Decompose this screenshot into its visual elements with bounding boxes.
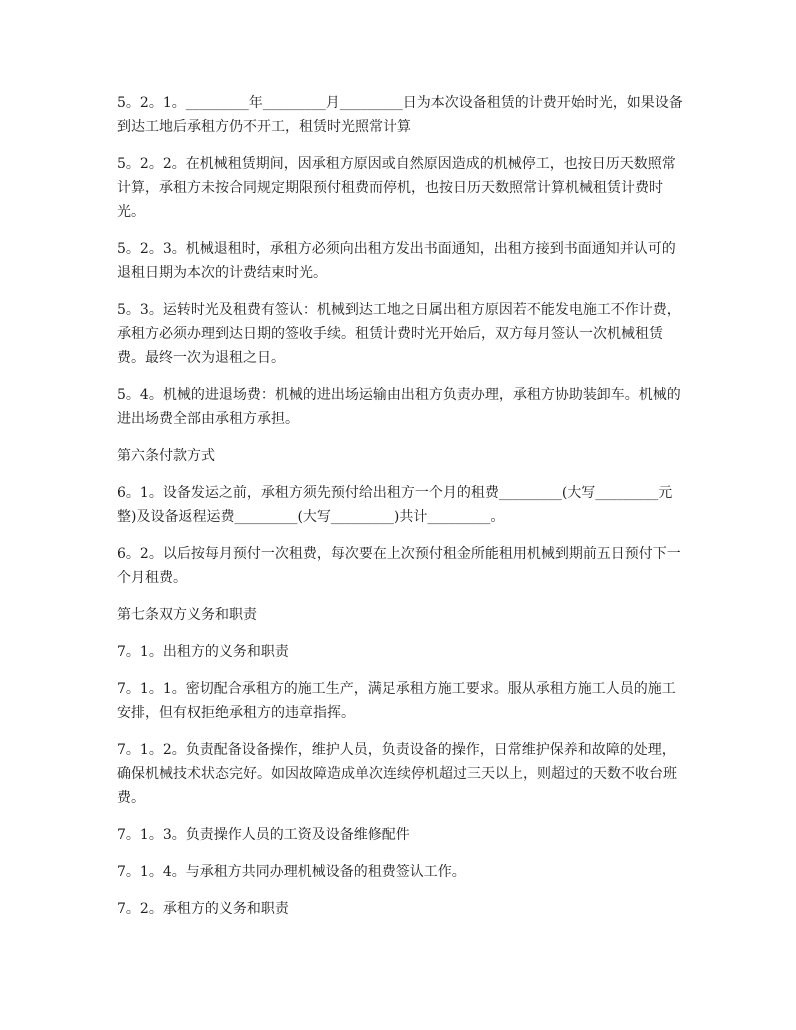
section-heading-7: 第七条双方义务和职责 xyxy=(117,607,257,623)
section-heading-6: 第六条付款方式 xyxy=(117,448,215,464)
clause-5-2-2: 5。2。2。在机械租赁期间，因承租方原因或自然原因造成的机械停工，也按日历天数照常计算，承租方未按合同规定期限预付租费而停机，也按日历天数照常计算机械租赁计费时光。 xyxy=(117,156,676,220)
clause-6-1: 6。1。设备发运之前，承租方须先预付给出租方一个月的租费_________(大写_________元整)及设备返程运费_________(大写_________)共计_________。 xyxy=(117,485,673,525)
clause-7-1-1: 7。1。1。密切配合承租方的施工生产，满足承租方施工要求。服从承租方施工人员的施工安排，但有权拒绝承租方的违章指挥。 xyxy=(117,681,676,721)
clause-7-1: 7。1。出租方的义务和职责 xyxy=(117,644,289,660)
clause-5-4: 5。4。机械的进退场费：机械的进出场运输由出租方负责办理，承租方协助装卸车。机械的进出场费全部由承租方承担。 xyxy=(117,387,681,427)
clause-7-1-2: 7。1。2。负责配备设备操作，维护人员，负责设备的操作，日常维护保养和故障的处理，确保机械技术状态完好。如因故障造成单次连续停机超过三天以上，则超过的天数不收台班费。 xyxy=(117,742,677,806)
clause-7-1-4: 7。1。4。与承租方共同办理机械设备的租费签认工作。 xyxy=(117,864,466,880)
clause-5-2-1: 5。2。1。_________年_________月_________日为本次设备租赁的计费开始时光，如果设备到达工地后承租方仍不开工，租赁时光照常计算 xyxy=(117,95,683,135)
clause-5-2-3: 5。2。3。机械退租时，承租方必须向出租方发出书面通知，出租方接到书面通知并认可的退租日期为本次的计费结束时光。 xyxy=(117,241,676,281)
clause-5-3: 5。3。运转时光及租费有签认：机械到达工地之日属出租方原因若不能发电施工不作计费，承租方必须办理到达日期的签收手续。租赁计费时光开始后，双方每月签认一次机械租赁费。最终一次为退租之日。 xyxy=(117,302,681,366)
clause-7-2: 7。2。承租方的义务和职责 xyxy=(117,901,289,917)
clause-6-2: 6。2。以后按每月预付一次租费，每次要在上次预付租金所能租用机械到期前五日预付下一个月租费。 xyxy=(117,546,681,586)
document-body xyxy=(117,91,687,934)
clause-7-1-3: 7。1。3。负责操作人员的工资及设备维修配件 xyxy=(117,827,410,843)
